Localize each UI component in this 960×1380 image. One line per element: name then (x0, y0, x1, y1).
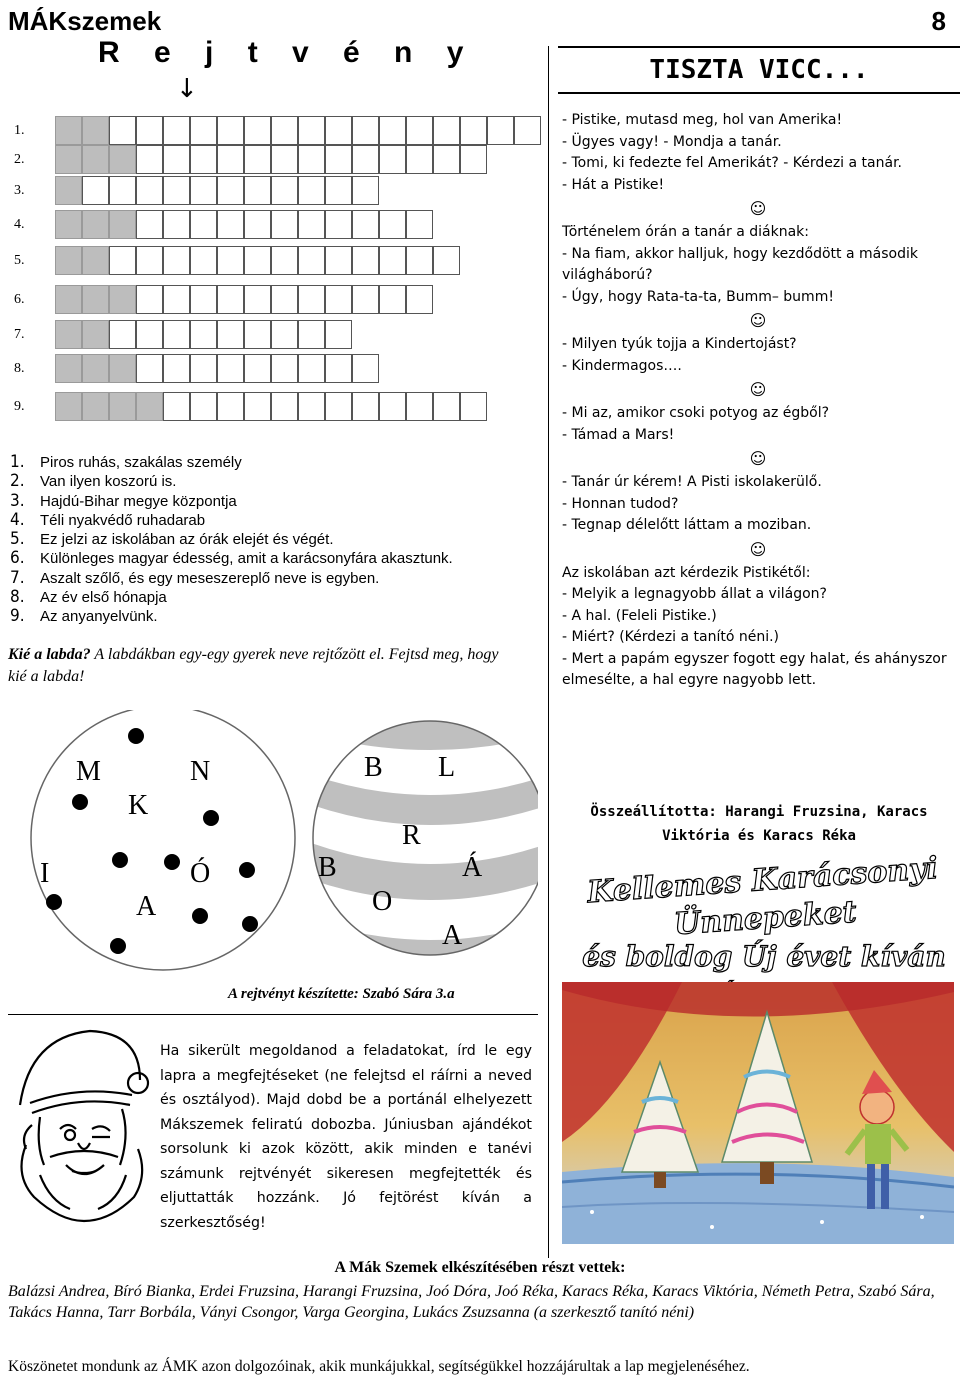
clue-number: 4. (10, 509, 25, 530)
puzzle-credit: A rejtvényt készítette: Szabó Sára 3.a (228, 986, 455, 1002)
joke-line: - Tomi, ki fedezte fel Amerikát? - Kérdezi a tanár. (562, 155, 902, 171)
christmas-painting (562, 982, 954, 1244)
arrow-down-icon: ↓ (176, 74, 198, 104)
clue-text: Van ilyen koszorú is. (40, 473, 177, 491)
crossword-cell (109, 116, 136, 145)
newsletter-title: MÁKszemek (8, 6, 162, 36)
ball-letter: M (76, 756, 101, 787)
crossword-cell (82, 392, 109, 421)
crossword-cell (379, 116, 406, 145)
crossword-cell (82, 246, 109, 275)
crossword-cell (163, 176, 190, 205)
joke-line: - Na fiam, akkor halljuk, hogy kezdődött a második világháború? (562, 245, 918, 283)
crossword-cell (109, 285, 136, 314)
crossword-cell (109, 354, 136, 383)
crossword-cell (109, 176, 136, 205)
crossword-cell (325, 116, 352, 145)
column-divider (548, 46, 549, 1258)
ball-letter: L (438, 752, 456, 783)
crossword-cell (271, 210, 298, 239)
smiley-icon: ☺ (749, 539, 767, 559)
clue-text: Ez jelzi az iskolában az órák elejét és végét. (40, 531, 334, 549)
crossword-cell (55, 145, 82, 174)
crossword-cell (406, 210, 433, 239)
crossword-cell (55, 354, 82, 383)
crossword-cell (298, 116, 325, 145)
ball-letter: A (442, 920, 463, 951)
crossword-cell (136, 210, 163, 239)
puzzle-title: R e j t v é n y (98, 36, 477, 69)
crossword-cell (298, 246, 325, 275)
crossword-cell (271, 246, 298, 275)
crossword-cell (325, 246, 352, 275)
smiley-icon: ☺ (749, 449, 767, 468)
crossword-cell (190, 354, 217, 383)
clue-number: 7. (10, 567, 25, 588)
crossword-cell (244, 285, 271, 314)
joke-line: - Támad a Mars! (562, 426, 675, 443)
joke-line: - Kindermagos…. (562, 357, 682, 374)
crossword-cell (352, 145, 379, 174)
clue-text: Különleges magyar édesség, amit a karácsonyfára akasztunk. (40, 550, 453, 568)
crossword-row-number: 4. (14, 217, 25, 232)
crossword-cell (217, 116, 244, 145)
crossword-cell (379, 246, 406, 275)
crossword-cell (298, 176, 325, 205)
crossword-cell (217, 145, 244, 174)
crossword-cell (460, 145, 487, 174)
crossword-cell (379, 145, 406, 174)
crossword-cell (109, 392, 136, 421)
joke-line: Történelem órán a tanár a diáknak: (562, 224, 809, 240)
crossword-cell (136, 116, 163, 145)
clue-number: 6. (10, 548, 25, 569)
crossword-cell (109, 246, 136, 275)
crossword-cell (271, 320, 298, 349)
ball-letter: Ó (190, 858, 211, 889)
ball-letter: K (128, 790, 149, 821)
greeting-line-1: Kellemes Karácsonyi Ünnepeket (586, 850, 939, 943)
crossword-cell (190, 116, 217, 145)
crossword-cell (406, 145, 433, 174)
crossword-cell (217, 392, 244, 421)
crossword-cell (406, 285, 433, 314)
crossword-cell (244, 210, 271, 239)
joke-line: - Miért? (Kérdezi a tanító néni.) (562, 629, 779, 645)
crossword-cell (109, 320, 136, 349)
ball-letter: N (190, 756, 211, 787)
crossword-row-number: 1. (14, 123, 25, 138)
ball-letter: O (372, 886, 393, 917)
joke-line: - Mi az, amikor csoki potyog az égből? (562, 405, 830, 421)
crossword-cell (514, 116, 541, 145)
crossword-cell (136, 176, 163, 205)
crossword-cell (82, 116, 109, 145)
crossword-cell (325, 285, 352, 314)
crossword-cell (163, 354, 190, 383)
crossword-row-number: 6. (14, 292, 25, 307)
crossword-cell (244, 176, 271, 205)
joke-line: Az iskolában azt kérdezik Pistikétől: (562, 564, 811, 581)
crossword-cell (82, 320, 109, 349)
crossword-cell (136, 354, 163, 383)
ball-riddle-text (8, 644, 508, 688)
joke-line: - Mert a papám egyszer fogott egy halat, és ahányszor elmesélte, a hal egyre nagyobb lett. (562, 650, 947, 688)
jokes-list (562, 110, 954, 692)
crossword-cell (487, 116, 514, 145)
crossword-cell (55, 176, 82, 205)
crossword-cell (352, 354, 379, 383)
crossword-cell (244, 354, 271, 383)
smiley-icon: ☺ (749, 311, 767, 330)
contributors-names: Balázsi Andrea, Bíró Bianka, Erdei Fruzsina, Harangi Fruzsina, Joó Dóra, Joó Réka, Karacs Réka, Karacs Viktória, Németh Petra, Szabó Sára, Takács Hanna, Tarr Borbála, Ványi Csongor, Varga Georgina, Lukács Zsuzsanna (a szerkesztő tanító néni) (8, 1283, 935, 1321)
crossword-cell (163, 320, 190, 349)
crossword-cell (217, 210, 244, 239)
crossword-cell (244, 246, 271, 275)
joke-line: - Úgy, hogy Rata-ta-ta, Bumm– bumm! (562, 288, 834, 305)
joke-line: - Tegnap délelőtt láttam a moziban. (562, 517, 812, 533)
crossword-cell (298, 392, 325, 421)
thanks-note: Köszönetet mondunk az ÁMK azon dolgozóinak, akik munkájukkal, segítségükkel hozzájárultak a lap megjelenéséhez. (8, 1358, 750, 1375)
crossword-cell (82, 176, 109, 205)
crossword-cell (325, 392, 352, 421)
joke-line: - Hát a Pistike! (562, 176, 665, 193)
crossword-cell (325, 145, 352, 174)
striped-ball (298, 710, 538, 980)
ball-riddle-title: Kié a labda? (8, 646, 91, 663)
greeting-line-2: és boldog Új évet kíván (582, 940, 946, 973)
crossword-cell (325, 176, 352, 205)
clue-item (10, 587, 530, 606)
clue-number: 2. (10, 471, 25, 492)
clue-item (10, 548, 530, 567)
crossword-cell (379, 285, 406, 314)
joke-line: - A hal. (Feleli Pistike.) (562, 607, 717, 624)
smiley-icon: ☺ (749, 380, 767, 399)
clue-number: 3. (10, 490, 25, 511)
crossword-cell (136, 246, 163, 275)
ball-letter: B (364, 752, 383, 783)
clue-number: 8. (10, 587, 25, 608)
crossword-cell (55, 320, 82, 349)
crossword-cell (55, 210, 82, 239)
crossword-cell (352, 116, 379, 145)
crossword-cell (271, 285, 298, 314)
clue-item (10, 471, 530, 490)
ball-letter: I (40, 858, 50, 889)
dotted-ball (31, 710, 295, 970)
jokes-title: TISZTA VICC... (558, 46, 960, 94)
submission-instructions: Ha sikerült megoldanod a feladatokat, írd le egy lapra a megfejtéseket (ne felejtsd el ráírni a neved és osztályod). Majd dobd be a portánál elhelyezett Mákszemek feliratú dobozba. Júniusban ajándékot sorsolunk ki azok között, akik minden e tanévi számunk rejtvényét sikeresen megfejtették és eljuttatták hozzánk. Jó fejtörést kíván a szerkesztőség! (160, 1043, 532, 1231)
joke-line: - Melyik a legnagyobb állat a világon? (562, 586, 827, 602)
crossword-cell (163, 145, 190, 174)
clue-item (10, 491, 530, 510)
crossword-row-number: 5. (14, 253, 25, 268)
crossword-cell (379, 392, 406, 421)
crossword-cell (271, 392, 298, 421)
page-number: 8 (931, 6, 946, 36)
crossword-cell (352, 246, 379, 275)
contributors-title: A Mák Szemek elkészítésében részt vettek: (334, 1259, 626, 1276)
crossword-cell (163, 246, 190, 275)
crossword-cell (217, 246, 244, 275)
crossword-cell (55, 285, 82, 314)
clue-item (10, 510, 530, 529)
crossword-cell (136, 320, 163, 349)
crossword-cell (433, 246, 460, 275)
crossword-cell (217, 320, 244, 349)
crossword-cell (109, 210, 136, 239)
clue-list (10, 452, 530, 626)
crossword-row-number: 3. (14, 183, 25, 198)
crossword-cell (82, 285, 109, 314)
joke-line: - Tanár úr kérem! A Pisti iskolakerülő. (562, 474, 822, 490)
crossword-cell (190, 210, 217, 239)
crossword-cell (82, 145, 109, 174)
crossword-row-number: 8. (14, 361, 25, 376)
crossword-cell (55, 392, 82, 421)
crossword-cell (190, 392, 217, 421)
crossword-cell (244, 116, 271, 145)
crossword-cell (244, 145, 271, 174)
clue-item (10, 606, 530, 625)
crossword-cell (298, 210, 325, 239)
crossword-cell (190, 320, 217, 349)
crossword-cell (271, 354, 298, 383)
crossword-cell (352, 285, 379, 314)
crossword-cell (136, 392, 163, 421)
crossword-cell (352, 392, 379, 421)
ball-riddle-instruction: A labdákban egy-egy gyerek neve rejtőzött el. Fejtsd meg, hogy kié a labda! (8, 646, 499, 685)
smiley-icon: ☺ (749, 199, 767, 218)
joke-line: - Ügyes vagy! - Mondja a tanár. (562, 133, 782, 150)
crossword-cell (298, 354, 325, 383)
clue-text: Téli nyakvédő ruhadarab (40, 511, 206, 529)
crossword-cell (298, 285, 325, 314)
crossword-cell (406, 246, 433, 275)
crossword-cell (433, 392, 460, 421)
crossword-cell (271, 176, 298, 205)
crossword-cell (298, 145, 325, 174)
crossword-cell (55, 246, 82, 275)
joke-line: - Milyen tyúk tojja a Kindertojást? (562, 336, 797, 352)
joke-line: - Pistike, mutasd meg, hol van Amerika! (562, 112, 843, 128)
clue-text: Az anyanyelvünk. (40, 608, 158, 626)
crossword-cell (433, 145, 460, 174)
crossword-cell (433, 116, 460, 145)
crossword-cell (244, 392, 271, 421)
crossword-row-number: 9. (14, 399, 25, 414)
ball-letter: A (136, 891, 157, 922)
crossword-cell (190, 176, 217, 205)
crossword-cell (82, 210, 109, 239)
crossword-cell (298, 320, 325, 349)
clue-number: 5. (10, 529, 25, 550)
crossword-cell (190, 285, 217, 314)
clue-item (10, 529, 530, 548)
clue-number: 1. (10, 452, 25, 472)
crossword-cell (190, 145, 217, 174)
balls-figure (18, 710, 538, 980)
crossword-cell (163, 116, 190, 145)
clue-text: Az év első hónapja (40, 589, 167, 607)
crossword-row-number: 7. (14, 327, 25, 342)
clue-text: Piros ruhás, szakálas személy (40, 454, 242, 471)
clue-text: Aszalt szőlő, és egy meseszereplő neve is egyben. (40, 569, 380, 587)
crossword-cell (352, 176, 379, 205)
clue-item (10, 452, 530, 471)
clue-item (10, 568, 530, 587)
crossword-cell (136, 285, 163, 314)
crossword-cell (460, 392, 487, 421)
crossword-cell (217, 285, 244, 314)
crossword-cell (406, 392, 433, 421)
crossword-cell (325, 320, 352, 349)
clue-number: 9. (10, 606, 25, 627)
crossword-cell (325, 210, 352, 239)
crossword-cell (271, 116, 298, 145)
crossword-cell (379, 210, 406, 239)
crossword-cell (82, 354, 109, 383)
crossword-cell (136, 145, 163, 174)
crossword-cell (163, 210, 190, 239)
crossword-cell (460, 116, 487, 145)
santa-illustration (10, 1025, 150, 1225)
ball-letter: B (318, 852, 337, 883)
crossword-cell (244, 320, 271, 349)
jokes-compiled-by: Összeállította: Harangi Fruzsina, Karacs Viktória és Karacs Réka (590, 804, 928, 844)
crossword-cell (271, 145, 298, 174)
ball-letter: Á (462, 852, 483, 883)
crossword-cell (406, 116, 433, 145)
crossword-cell (217, 354, 244, 383)
crossword-cell (352, 210, 379, 239)
crossword-cell (190, 246, 217, 275)
crossword-cell (163, 285, 190, 314)
ball-letter: R (402, 820, 421, 851)
crossword-cell (325, 354, 352, 383)
crossword-cell (163, 392, 190, 421)
crossword-row-number: 2. (14, 152, 25, 167)
joke-line: - Honnan tudod? (562, 495, 679, 512)
divider (8, 1014, 538, 1015)
clue-text: Hajdú-Bihar megye központja (40, 492, 237, 510)
crossword-cell (109, 145, 136, 174)
crossword-cell (217, 176, 244, 205)
crossword-cell (55, 116, 82, 145)
